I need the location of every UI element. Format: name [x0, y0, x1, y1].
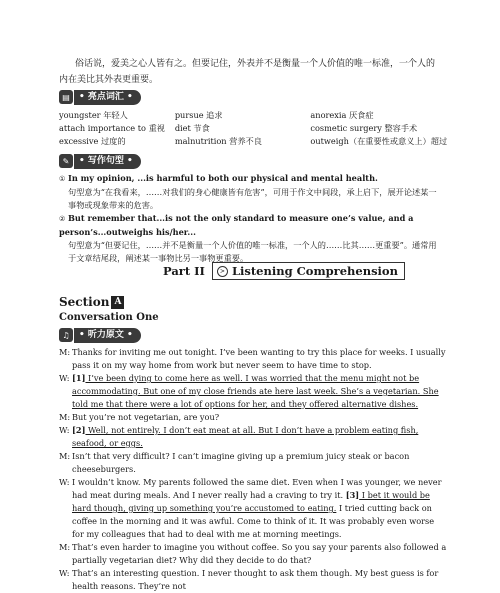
pattern-section-label: • 写作句型 •	[74, 154, 141, 169]
vocab-item: malnutrition 营养不良	[174, 136, 262, 146]
transcript	[59, 346, 447, 593]
speaker-label: W:	[59, 425, 70, 435]
pattern-text: In my opinion, ...is harmful to both our physical and mental health.	[68, 173, 378, 183]
question-marker: [2]	[72, 425, 86, 435]
pattern-explanation: 句型意为“在我看来，……对我们的身心健康皆有危害”，可用于作文中间段，承上启下，展开论述某一事物或现象带来的危害。	[68, 187, 437, 210]
section-heading	[59, 295, 124, 309]
transcript-section-label: • 听力原文 •	[74, 328, 141, 343]
dialog-text	[72, 476, 447, 541]
pencil-icon: ✎	[59, 154, 73, 168]
dialog-line	[59, 450, 447, 476]
pattern-number: ②	[59, 215, 66, 223]
transcript-section-header	[59, 327, 141, 343]
vocab-row	[59, 122, 449, 135]
vocab-item: pursue 追求	[174, 110, 223, 120]
part-title: Listening Comprehension	[231, 264, 398, 278]
speaker-label: M:	[59, 451, 71, 461]
intro-paragraph: 俗话说，爱美之心人皆有之。但要记住，外表并不是衡量一个人价值的唯一标准，一个人的内在美比其外表更重要。	[59, 59, 436, 85]
dialog-segment: But you’re not vegetarian, are you?	[72, 412, 220, 422]
conversation-title: Conversation One	[59, 312, 159, 323]
question-marker: [1]	[72, 373, 86, 383]
vocab-section-header	[59, 89, 141, 105]
headphones-icon: ♫	[59, 328, 73, 342]
speaker-label: W:	[59, 477, 70, 487]
speaker-label: M:	[59, 542, 71, 552]
vocab-item: cosmetic surgery 整容手术	[310, 123, 418, 133]
pattern-explanation: 句型意为“但要记住，……并不是衡量一个人价值的唯一标准，一个人的……比其……更重要”。通常用于文章结尾段，阐述某一事物比另一事物更重要。	[68, 240, 437, 263]
dialog-line	[59, 411, 447, 424]
dialog-text	[72, 541, 447, 567]
dialog-segment: I wouldn’t know. My parents followed the same diet. Even when I was younger, we never had meat during meals. And I never really had a craving to try it.	[72, 477, 442, 500]
dialog-text	[72, 411, 447, 424]
speaker-label: W:	[59, 568, 70, 578]
dialog-line	[59, 346, 447, 372]
dialog-segment: Well, not entirely. I don’t eat meat at all. But I don’t have a problem eating fish, seafood, or eggs.	[72, 425, 419, 448]
dialog-line	[59, 476, 447, 541]
dialog-segment: I’ve been dying to come here as well. I was worried that the menu might not be accommodating. But one of my close friends ate here last week. She’s a vegetarian. She told me that there were a lot of options for her, and they offered alternative dishes.	[72, 373, 439, 409]
part-heading	[163, 262, 405, 280]
dialog-line	[59, 424, 447, 450]
book-icon: ▤	[59, 90, 73, 104]
sentence-patterns	[59, 172, 443, 265]
dialog-line	[59, 541, 447, 567]
dialog-segment: I tried cutting back on coffee in the morning and it was awful. Come to think of it. It was probably even worse for my colleagues that had to deal with me at morning meetings.	[72, 503, 435, 539]
vocab-table	[59, 109, 449, 148]
pattern-section-header	[59, 153, 141, 169]
pattern-sentence	[59, 212, 443, 239]
speaker-label: M:	[59, 412, 71, 422]
vocab-row	[59, 135, 449, 148]
vocab-section-label: • 亮点词汇 •	[74, 90, 141, 105]
vocab-item: outweigh（在重要性或意义上）超过	[310, 136, 448, 146]
dialog-line	[59, 372, 447, 411]
speaker-label: M:	[59, 347, 71, 357]
vocab-item: attach importance to 重视	[59, 123, 165, 133]
dialog-segment: Isn’t that very difficult? I can’t imagine giving up a premium juicy steak or bacon cheeseburgers.	[72, 451, 410, 474]
vocab-item: excessive 过度的	[59, 136, 126, 146]
vocab-item: youngster 年轻人	[59, 110, 128, 120]
dialog-text	[72, 424, 447, 450]
dialog-segment: That’s an interesting question. I never thought to ask them though. My best guess is for health reasons. They’re not	[72, 568, 439, 591]
vocab-item: anorexia 厌食症	[310, 110, 374, 120]
chevron-right-icon: >	[217, 266, 228, 277]
section-label: Section	[59, 295, 110, 309]
dialog-segment: I bet it would be hard though, giving up something you’re accustomed to eating.	[72, 490, 430, 513]
dialog-text	[72, 567, 447, 593]
dialog-text	[72, 372, 447, 411]
question-marker: [3]	[345, 490, 360, 500]
part-number: Part II	[163, 264, 205, 278]
part-title-box	[212, 262, 405, 280]
dialog-text	[72, 450, 447, 476]
pattern-text: But remember that...is not the only standard to measure one’s value, and a person’s...outweighs his/her...	[59, 213, 414, 237]
vocab-item: diet 节食	[174, 123, 210, 133]
vocab-row	[59, 109, 449, 122]
pattern-number: ①	[59, 175, 66, 183]
dialog-segment: That’s even harder to imagine you without coffee. So you say your parents also followed a partially vegetarian diet? Why did they decide to do that?	[72, 542, 447, 565]
dialog-segment: Thanks for inviting me out tonight. I’ve been wanting to try this place for weeks. I usually pass it on my way home from work but never seem to have time to stop.	[72, 347, 446, 370]
dialog-line	[59, 567, 447, 593]
dialog-text	[72, 346, 447, 372]
section-letter: A	[111, 296, 124, 309]
pattern-sentence	[59, 172, 443, 186]
speaker-label: W:	[59, 373, 70, 383]
